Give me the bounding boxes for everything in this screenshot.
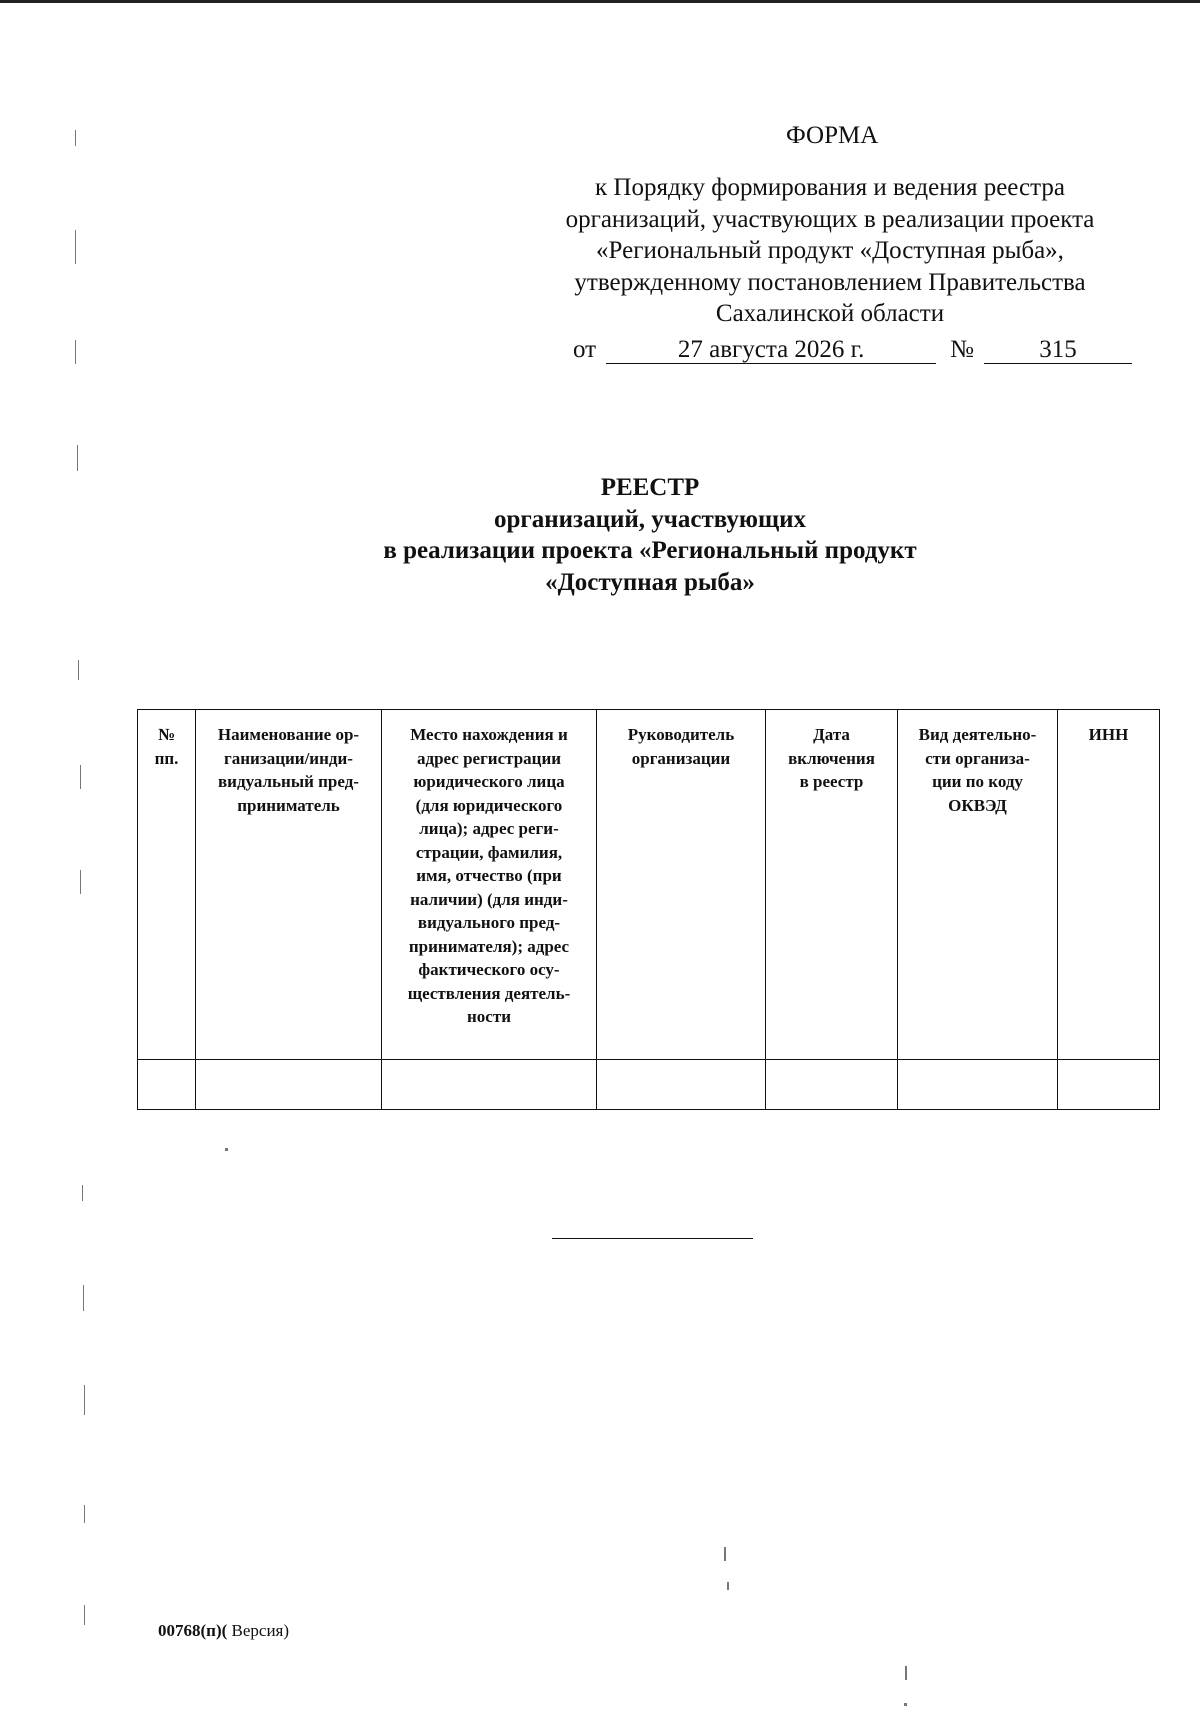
column-header-inn: ИНН: [1058, 710, 1160, 1060]
document-footer: [158, 1621, 289, 1641]
scan-speck: [77, 445, 78, 471]
approval-line: организаций, участвующих в реализации проекта: [565, 205, 1095, 233]
scan-speck: [84, 1385, 85, 1415]
table-cell: [196, 1060, 382, 1110]
title-line: организаций, участвующих: [493, 505, 807, 533]
title-line: в реализации проекта «Региональный продукт: [383, 537, 917, 564]
scan-speck: [84, 1605, 85, 1625]
column-header-head: Руководитель организации: [597, 710, 766, 1060]
registry-title: [320, 472, 980, 598]
number-sign: №: [950, 336, 974, 363]
scan-speck: [225, 1148, 228, 1151]
approval-line: Сахалинской области: [715, 300, 945, 327]
title-line: «Доступная рыба»: [545, 568, 755, 596]
scan-speck: [904, 1703, 907, 1706]
column-header-number: № пп.: [138, 710, 196, 1060]
scan-speck: [75, 340, 76, 364]
scan-speck: [727, 1582, 729, 1590]
table-cell: [766, 1060, 898, 1110]
scan-speck: [905, 1666, 907, 1680]
form-label: ФОРМА: [786, 122, 879, 149]
date-prefix: от: [573, 336, 597, 363]
approval-line: к Порядку формирования и ведения реестра: [595, 174, 1065, 201]
closing-rule: [552, 1238, 753, 1239]
table-header-row: [138, 710, 1160, 1060]
scan-speck: [724, 1547, 726, 1561]
scan-speck: [83, 1285, 84, 1311]
table-row: [138, 1060, 1160, 1110]
column-header-inclusion-date: Дата включения в реестр: [766, 710, 898, 1060]
column-header-address: Место нахождения и адрес регистрации юридического лица (для юридического лица); адрес реги- страции, фамилия, имя, отчество (при наличии) (для инди- видуального пред- принимателя); адрес фактического осу- ществления деятель- ности: [382, 710, 597, 1060]
scan-speck: [84, 1505, 85, 1523]
footer-version: Версия): [227, 1621, 290, 1640]
approval-reference: [520, 172, 1140, 330]
title-line: РЕЕСТР: [600, 474, 700, 501]
table-cell: [597, 1060, 766, 1110]
footer-code: 00768(п)(: [158, 1621, 228, 1640]
approval-line: «Региональный продукт «Доступная рыба»,: [596, 237, 1064, 264]
table-cell: [138, 1060, 196, 1110]
decree-date: 27 августа 2026 г.: [606, 337, 936, 364]
scan-speck: [75, 130, 76, 146]
scan-top-edge: [0, 0, 1200, 3]
column-header-organization-name: Наименование ор- ганизации/инди- видуальный пред- приниматель: [196, 710, 382, 1060]
decree-date-line: [573, 336, 1132, 364]
scan-speck: [80, 765, 81, 789]
decree-number: 315: [984, 337, 1132, 364]
table-cell: [382, 1060, 597, 1110]
registry-table: [137, 709, 1160, 1110]
column-header-okved: Вид деятельно- сти организа- ции по коду ОКВЭД: [898, 710, 1058, 1060]
scan-speck: [78, 660, 79, 680]
scan-speck: [82, 1185, 83, 1201]
table-cell: [898, 1060, 1058, 1110]
scan-speck: [80, 870, 81, 894]
scan-speck: [75, 230, 76, 264]
table-cell: [1058, 1060, 1160, 1110]
approval-line: утвержденному постановлением Правительства: [574, 268, 1086, 296]
